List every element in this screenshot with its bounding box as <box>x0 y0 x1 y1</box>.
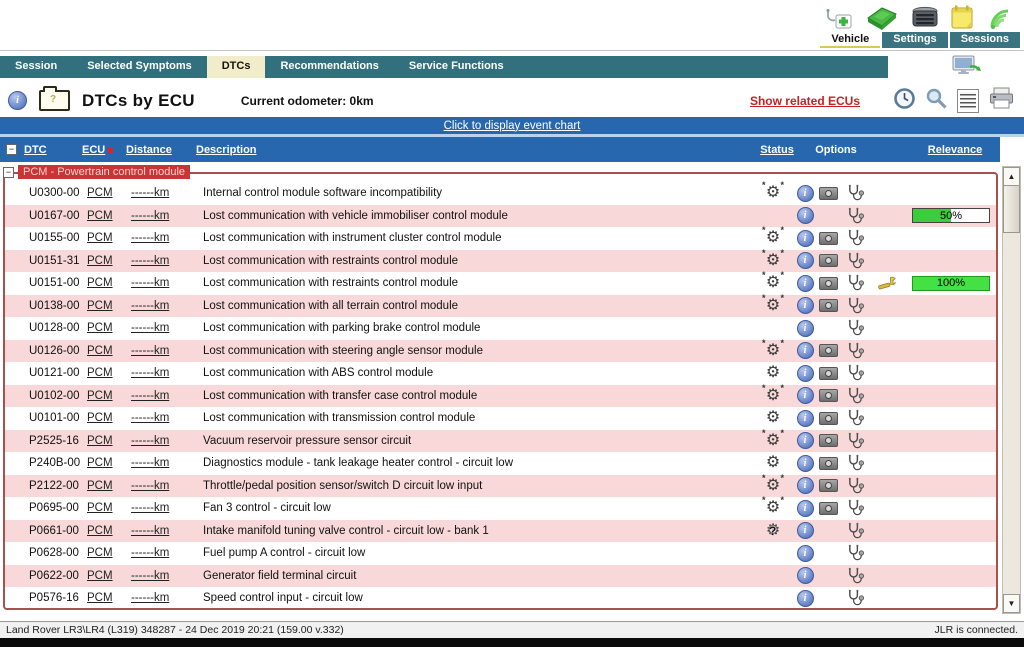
table-row[interactable] <box>5 317 996 340</box>
measure-icon[interactable] <box>840 364 870 382</box>
spark-decoration <box>762 428 766 438</box>
ecu-link[interactable]: PCM <box>87 389 113 402</box>
dtc-code: U0128-00 <box>29 322 80 335</box>
col-dtc[interactable]: DTC <box>24 143 47 156</box>
gear-glyph <box>766 298 780 314</box>
measure-icon[interactable] <box>840 319 870 337</box>
table-row[interactable] <box>5 227 996 250</box>
search-icon[interactable] <box>925 87 948 115</box>
status-icon <box>762 184 784 202</box>
gear-glyph <box>766 388 780 404</box>
gear-glyph <box>766 365 780 381</box>
gear-glyph <box>766 433 780 449</box>
dtc-description: Intake manifold tuning valve control - circuit low - bank 1 <box>203 524 489 537</box>
status-bar <box>0 621 1024 638</box>
ecu-link[interactable]: PCM <box>87 187 113 200</box>
ecu-link[interactable]: PCM <box>87 547 113 560</box>
table-row[interactable] <box>5 362 996 385</box>
dtc-info-icon[interactable] <box>797 477 814 494</box>
gear-glyph <box>766 410 780 426</box>
dtc-code: U0167-00 <box>29 209 80 222</box>
dtc-description: Lost communication with parking brake control module <box>203 322 481 335</box>
ecu-link[interactable]: PCM <box>87 502 113 515</box>
dtc-code: U0151-31 <box>29 254 80 267</box>
measure-icon[interactable] <box>840 297 870 315</box>
page-header <box>0 84 1024 117</box>
dtc-info-icon[interactable] <box>797 275 814 292</box>
gear-glyph <box>766 343 780 359</box>
distance-link[interactable]: ------km <box>131 547 170 560</box>
distance-link[interactable]: ------km <box>131 479 170 492</box>
measure-icon[interactable] <box>840 387 870 405</box>
measure-icon[interactable] <box>840 409 870 427</box>
tab-vehicle[interactable]: Vehicle <box>820 32 880 48</box>
dtc-code: U0121-00 <box>29 367 80 380</box>
measure-icon[interactable] <box>840 454 870 472</box>
distance-link[interactable]: ------km <box>131 592 170 605</box>
spark-decoration <box>780 270 784 280</box>
dtc-info-icon[interactable] <box>797 320 814 337</box>
show-related-ecus-link[interactable]: Show related ECUs <box>749 93 860 108</box>
collapse-all-icon[interactable] <box>6 144 17 155</box>
dtc-code: P0695-00 <box>29 502 79 515</box>
col-description[interactable]: Description <box>196 143 257 156</box>
freeze-frame-icon[interactable] <box>819 412 838 425</box>
freeze-frame-icon[interactable] <box>819 277 838 290</box>
question-overlay <box>769 524 776 538</box>
measure-icon[interactable] <box>840 477 870 495</box>
menu-session[interactable]: Session <box>15 60 58 72</box>
gear-glyph <box>766 275 780 291</box>
table-row[interactable] <box>5 452 996 475</box>
dtc-description: Internal control module software incompatibility <box>203 187 443 200</box>
dtc-info-icon[interactable] <box>797 230 814 247</box>
dtc-description: Lost communication with transfer case control module <box>203 389 478 402</box>
spark-decoration <box>762 248 766 258</box>
dtc-code: P240B-00 <box>29 457 81 470</box>
col-relevance[interactable]: Relevance <box>927 143 983 156</box>
dtc-info-icon[interactable] <box>797 410 814 427</box>
print-icon[interactable] <box>988 87 1016 115</box>
spark-decoration <box>780 495 784 505</box>
spark-decoration <box>762 383 766 393</box>
measure-icon[interactable] <box>840 184 870 202</box>
spark-decoration <box>780 383 784 393</box>
status-icon <box>762 522 784 540</box>
dtc-description: Lost communication with transmission control module <box>203 412 476 425</box>
distance-link[interactable]: ------km <box>131 457 170 470</box>
measure-icon[interactable] <box>840 544 870 562</box>
workspace-tabs <box>820 32 1020 48</box>
ecu-link[interactable]: PCM <box>87 434 113 447</box>
vertical-scrollbar[interactable] <box>1002 166 1021 614</box>
dtc-code: P2122-00 <box>29 479 79 492</box>
relevance-bar <box>912 208 990 223</box>
dtc-table-header <box>0 137 1000 162</box>
dtc-description: Vacuum reservoir pressure sensor circuit <box>203 434 412 447</box>
table-row[interactable] <box>5 250 996 273</box>
connection-status-text: JLR is connected. <box>934 624 1018 636</box>
table-row[interactable] <box>5 295 996 318</box>
table-row[interactable] <box>5 430 996 453</box>
dtc-code: U0151-00 <box>29 277 80 290</box>
distance-link[interactable]: ------km <box>131 254 170 267</box>
ecu-link[interactable]: PCM <box>87 299 113 312</box>
dtc-description: Lost communication with all terrain control module <box>203 299 459 312</box>
dtc-info-icon[interactable] <box>797 545 814 562</box>
status-icon <box>762 477 784 495</box>
page-title: DTCs by ECU <box>82 90 195 110</box>
event-chart-link[interactable]: Click to display event chart <box>443 119 581 132</box>
table-row[interactable] <box>5 475 996 498</box>
table-row[interactable] <box>5 182 996 205</box>
spark-decoration <box>762 180 766 190</box>
ecu-link[interactable]: PCM <box>87 457 113 470</box>
ecu-link[interactable]: PCM <box>87 412 113 425</box>
wrench-icon <box>870 276 906 291</box>
collapse-group-icon[interactable] <box>3 167 14 178</box>
dtc-info-icon[interactable] <box>797 522 814 539</box>
status-icon <box>762 297 784 315</box>
spark-decoration <box>762 338 766 348</box>
freeze-frame-icon[interactable] <box>819 389 838 402</box>
list-icon[interactable] <box>957 89 979 113</box>
status-icon <box>762 387 784 405</box>
menu-dtcs[interactable]: DTCs <box>207 56 266 78</box>
measure-icon[interactable] <box>840 274 870 292</box>
dtc-description: Lost communication with vehicle immobiliser control module <box>203 209 508 222</box>
dtc-rows <box>5 182 996 610</box>
freeze-frame-icon[interactable] <box>819 367 838 380</box>
col-distance[interactable]: Distance <box>126 143 172 156</box>
freeze-frame-icon[interactable] <box>819 187 838 200</box>
status-icon <box>762 454 784 472</box>
table-row[interactable] <box>5 520 996 543</box>
ecu-group-pcm <box>3 166 998 610</box>
table-row[interactable] <box>5 587 996 610</box>
table-row[interactable] <box>5 497 996 520</box>
distance-link[interactable]: ------km <box>131 434 170 447</box>
dtc-info-icon[interactable] <box>797 455 814 472</box>
distance-link[interactable]: ------km <box>131 344 170 357</box>
ecu-link[interactable]: PCM <box>87 569 113 582</box>
distance-link[interactable]: ------km <box>131 209 170 222</box>
dtc-description: Fan 3 control - circuit low <box>203 502 331 515</box>
menu-service-functions[interactable]: Service Functions <box>408 60 504 72</box>
freeze-frame-icon[interactable] <box>819 479 838 492</box>
freeze-frame-icon[interactable] <box>819 344 838 357</box>
dtc-description: Generator field terminal circuit <box>203 569 357 582</box>
session-info-text: Land Rover LR3\LR4 (L319) 348287 - 24 Dec 2019 20:21 (159.00 v.332) <box>6 624 344 636</box>
freeze-frame-icon[interactable] <box>819 299 838 312</box>
sort-indicator <box>108 148 113 153</box>
status-icon <box>762 409 784 427</box>
dtc-description: Lost communication with restraints control module <box>203 277 459 290</box>
dtc-info-icon[interactable] <box>797 567 814 584</box>
dtc-description: Fuel pump A control - circuit low <box>203 547 366 560</box>
measure-icon[interactable] <box>840 252 870 270</box>
spark-decoration <box>780 180 784 190</box>
event-chart-bar <box>0 117 1024 134</box>
freeze-frame-icon[interactable] <box>819 457 838 470</box>
measure-icon[interactable] <box>840 522 870 540</box>
status-icon <box>762 499 784 517</box>
menu-recommendations[interactable]: Recommendations <box>280 60 379 72</box>
measure-icon[interactable] <box>840 589 870 607</box>
measure-icon[interactable] <box>840 567 870 585</box>
scroll-up-button[interactable] <box>1003 167 1020 186</box>
help-folder-icon[interactable] <box>39 90 70 111</box>
col-ecu[interactable]: ECU <box>82 144 126 156</box>
spark-decoration <box>780 225 784 235</box>
gear-glyph <box>766 253 780 269</box>
distance-link[interactable]: ------km <box>131 277 170 290</box>
distance-link[interactable]: ------km <box>131 502 170 515</box>
gear-glyph <box>766 185 780 201</box>
gear-glyph <box>766 478 780 494</box>
dtc-description: Lost communication with restraints control module <box>203 254 459 267</box>
table-row[interactable] <box>5 385 996 408</box>
table-row[interactable] <box>5 205 996 228</box>
status-icon <box>762 342 784 360</box>
gear-glyph <box>766 230 780 246</box>
main-menu-bar <box>0 56 888 78</box>
ecu-link[interactable]: PCM <box>87 524 113 537</box>
scrollbar-thumb[interactable] <box>1003 185 1020 233</box>
distance-link[interactable]: ------km <box>131 299 170 312</box>
dtc-description: Lost communication with instrument cluster control module <box>203 232 502 245</box>
dtc-description: Lost communication with ABS control module <box>203 367 434 380</box>
dtc-info-icon[interactable] <box>797 342 814 359</box>
spark-decoration <box>762 225 766 235</box>
distance-link[interactable]: ------km <box>131 187 170 200</box>
ecu-link[interactable]: PCM <box>87 277 113 290</box>
measure-icon[interactable] <box>840 229 870 247</box>
top-bar <box>0 0 1024 51</box>
distance-link[interactable]: ------km <box>131 569 170 582</box>
dtc-code: P2525-16 <box>29 434 79 447</box>
measure-icon[interactable] <box>840 499 870 517</box>
measure-icon[interactable] <box>840 432 870 450</box>
bottom-strip <box>0 638 1024 647</box>
distance-link[interactable]: ------km <box>131 367 170 380</box>
spark-decoration <box>780 293 784 303</box>
freeze-frame-icon[interactable] <box>819 502 838 515</box>
menu-selected-symptoms[interactable]: Selected Symptoms <box>87 60 192 72</box>
table-row[interactable] <box>5 272 996 295</box>
dtc-code: U0101-00 <box>29 412 80 425</box>
spark-decoration <box>762 293 766 303</box>
distance-link[interactable]: ------km <box>131 412 170 425</box>
dtc-info-icon[interactable] <box>797 590 814 607</box>
dtc-info-icon[interactable] <box>797 185 814 202</box>
spark-decoration <box>780 248 784 258</box>
spark-decoration <box>762 473 766 483</box>
dtc-info-icon[interactable] <box>797 207 814 224</box>
dtc-code: P0622-00 <box>29 569 79 582</box>
dtc-code: P0576-16 <box>29 592 79 605</box>
table-row[interactable] <box>5 542 996 565</box>
status-icon <box>762 432 784 450</box>
spark-decoration <box>780 473 784 483</box>
status-icon <box>762 274 784 292</box>
ecu-link[interactable]: PCM <box>87 209 113 222</box>
system-monitor-icon[interactable] <box>952 55 982 82</box>
relevance-value: 50% <box>939 209 963 222</box>
dtc-description: Throttle/pedal position sensor/switch D circuit low input <box>203 479 483 492</box>
ecu-link[interactable]: PCM <box>87 344 113 357</box>
col-status[interactable]: Status <box>760 143 794 156</box>
info-icon[interactable] <box>8 91 27 110</box>
dtc-description: Lost communication with steering angle sensor module <box>203 344 483 357</box>
freeze-frame-icon[interactable] <box>819 232 838 245</box>
dtc-info-icon[interactable] <box>797 365 814 382</box>
freeze-frame-icon[interactable] <box>819 434 838 447</box>
dtc-description: Diagnostics module - tank leakage heater control - circuit low <box>203 457 514 470</box>
table-row[interactable] <box>5 565 996 588</box>
dtc-code: P0661-00 <box>29 524 79 537</box>
dtc-description: Speed control input - circuit low <box>203 592 363 605</box>
dtc-info-icon[interactable] <box>797 500 814 517</box>
tab-sessions[interactable]: Sessions <box>950 32 1020 48</box>
dtc-code: U0126-00 <box>29 344 80 357</box>
ecu-link[interactable]: PCM <box>87 254 113 267</box>
ecu-group-banner[interactable]: PCM - Powertrain control module <box>18 165 190 179</box>
distance-link[interactable]: ------km <box>131 524 170 537</box>
spark-decoration <box>762 270 766 280</box>
dtc-code: U0300-00 <box>29 187 80 200</box>
freeze-frame-icon[interactable] <box>819 254 838 267</box>
relevance-bar <box>912 276 990 291</box>
dtc-info-icon[interactable] <box>797 252 814 269</box>
table-row[interactable] <box>5 407 996 430</box>
distance-link[interactable]: ------km <box>131 389 170 402</box>
measure-icon[interactable] <box>840 207 870 225</box>
gear-glyph <box>766 455 780 471</box>
spark-decoration <box>780 338 784 348</box>
ecu-link[interactable]: PCM <box>87 592 113 605</box>
clock-icon[interactable] <box>893 87 916 115</box>
distance-link[interactable]: ------km <box>131 322 170 335</box>
spark-decoration <box>780 428 784 438</box>
dtc-info-icon[interactable] <box>797 297 814 314</box>
status-icon <box>762 252 784 270</box>
ecu-link[interactable]: PCM <box>87 322 113 335</box>
dtc-code: P0628-00 <box>29 547 79 560</box>
ecu-link[interactable]: PCM <box>87 367 113 380</box>
tab-settings[interactable]: Settings <box>882 32 947 48</box>
status-icon <box>762 364 784 382</box>
ecu-link[interactable]: PCM <box>87 479 113 492</box>
odometer-readout: Current odometer: 0km <box>240 93 374 108</box>
col-options: Options <box>815 143 857 156</box>
dtc-code: U0155-00 <box>29 232 80 245</box>
relevance-value: 100% <box>936 277 966 290</box>
dtc-code: U0102-00 <box>29 389 80 402</box>
distance-link[interactable]: ------km <box>131 232 170 245</box>
table-row[interactable] <box>5 340 996 363</box>
dtc-table-area <box>0 162 1024 620</box>
dtc-info-icon[interactable] <box>797 432 814 449</box>
gear-glyph <box>766 500 780 516</box>
spark-decoration <box>762 495 766 505</box>
ecu-link[interactable]: PCM <box>87 232 113 245</box>
status-icon <box>762 229 784 247</box>
dtc-code: U0138-00 <box>29 299 80 312</box>
dtc-info-icon[interactable] <box>797 387 814 404</box>
measure-icon[interactable] <box>840 342 870 360</box>
header-toolbar <box>750 87 1016 115</box>
scroll-down-button[interactable] <box>1003 594 1020 613</box>
